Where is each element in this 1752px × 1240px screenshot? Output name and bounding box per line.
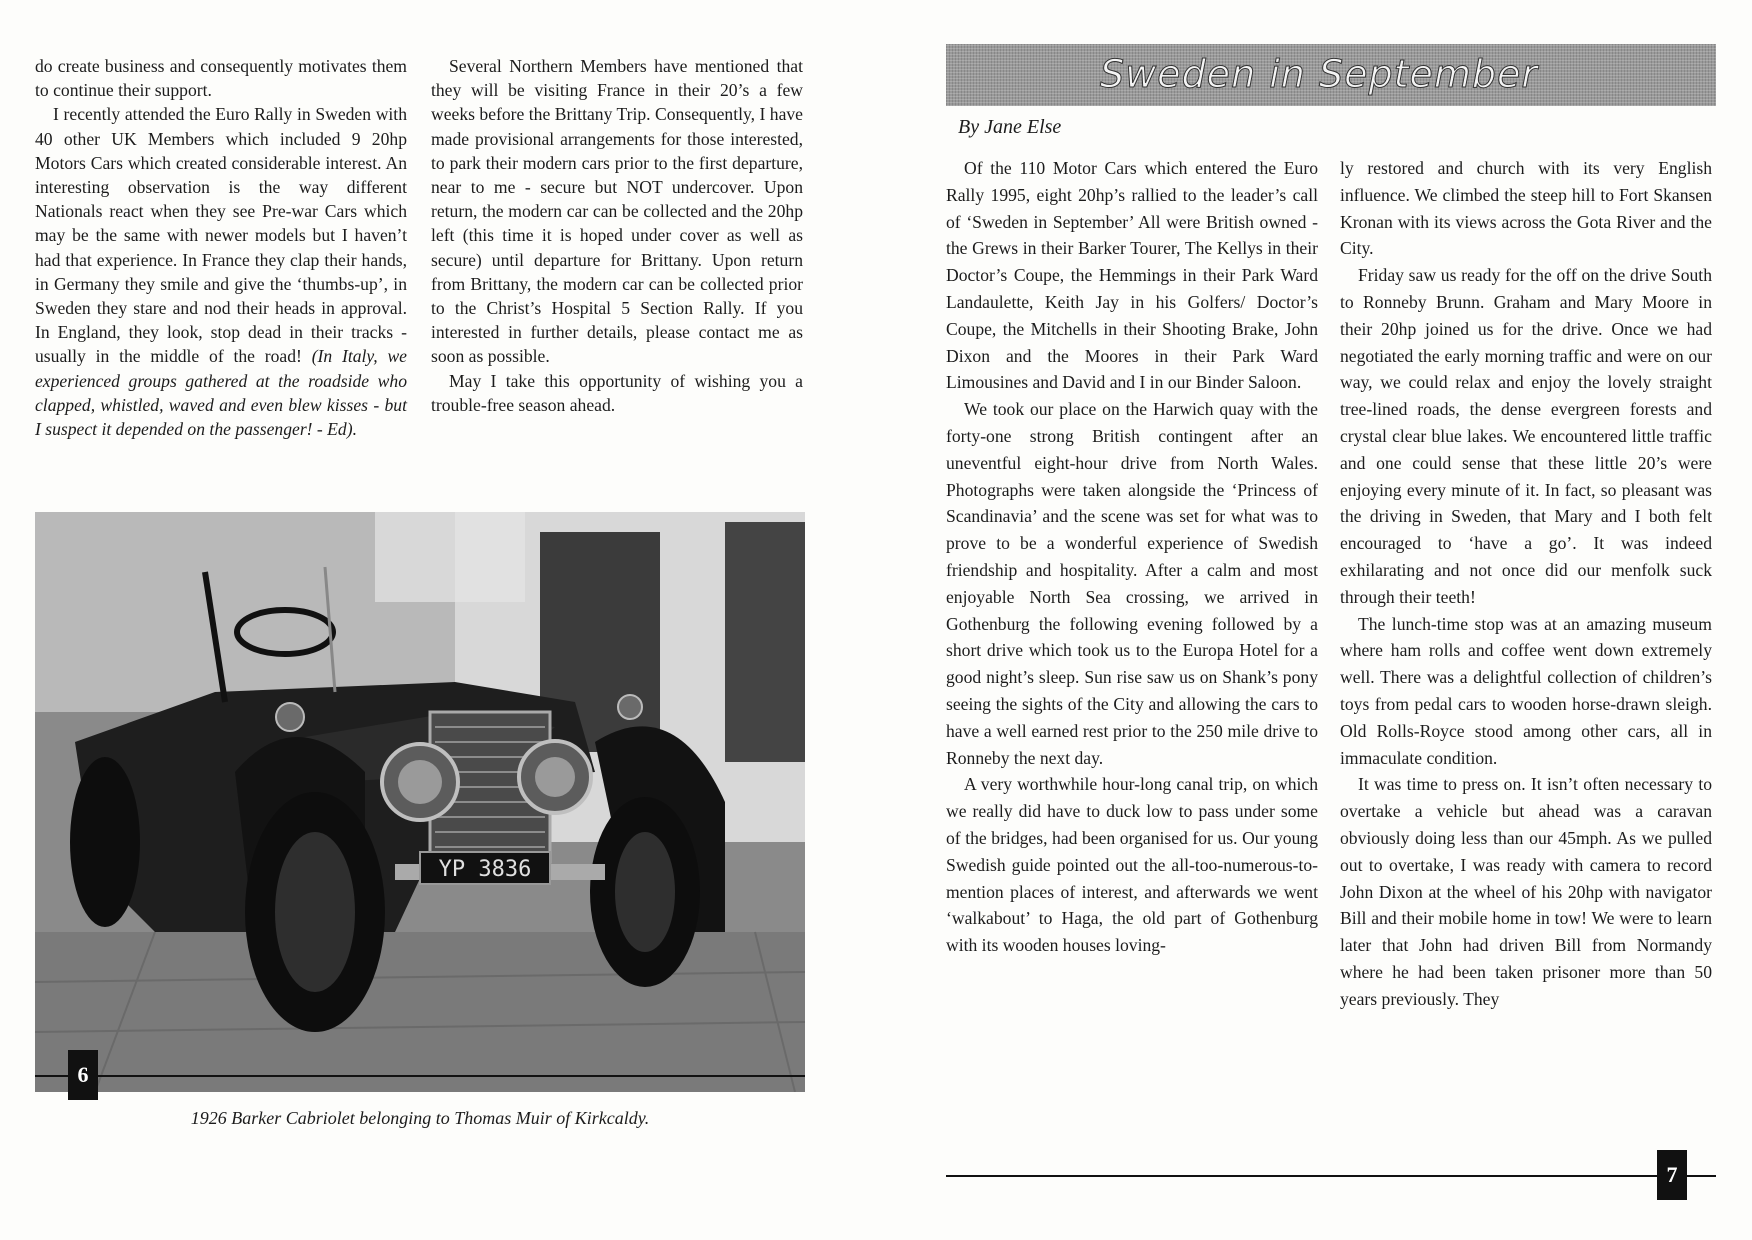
footer-rule	[946, 1175, 1716, 1177]
car-photograph	[35, 512, 805, 1092]
paragraph: Of the 110 Motor Cars which entered the Euro Rally 1995, eight 20hp’s rallied to the leader’s call of ‘Sweden in September’ All were British owned - the Grews in their Barker Tourer, The Kellys in their Doctor’s Coupe, the Hemmings in their Park Ward Landaulette, Keith Jay in his Golfers/ Doctor’s Coupe, the Mitchells in their Shooting Brake, John Dixon and the Moores in their Park Ward Limousines and David and I in our Binder Saloon.	[946, 158, 1318, 393]
paragraph: We took our place on the Harwich quay with the forty-one strong British contingent after an uneventful eight-hour drive from North Wales. Photographs were taken alongside the ‘Princess of Scandinavia’ and the scene was set for what was to prove to be a wonderful experience of Swedish friendship and hospitality. After a calm and most enjoyable North Sea crossing, we arrived in Gothenburg the following evening followed by a short drive which took us to the Europa Hotel for a good night’s sleep. Sun rise saw us on Shank’s pony seeing the sights of the City and allowing the cars to have a well earned rest prior to the 250 mile drive to Ronneby the next day.	[946, 399, 1318, 768]
paragraph: It was time to press on. It isn’t often necessary to overtake a vehicle but ahead was a caravan obviously doing less than our 45mph. As we pulled out to overtake, I was ready with camera to record John Dixon at the wheel of his 20hp with navigator Bill and their mobile home in tow! We were to learn later that John had driven Bill from Normandy where he had been taken prisoner more than 50 years previously. They	[1340, 774, 1712, 1009]
car-illustration	[35, 512, 805, 1092]
page-number-box	[68, 1050, 98, 1100]
paragraph: The lunch-time stop was at an amazing museum where ham rolls and coffee went down extremely well. There was a delightful collection of children’s toys from pedal cars to wooden horse-drawn sleigh. Old Rolls-Royce stood among other cars, all in immaculate condition.	[1340, 613, 1712, 768]
page-number: 7	[1666, 1162, 1678, 1187]
paragraph: Several Northern Members have mentioned that they will be visiting France in their 20’s a few weeks before the Brittany Trip. Consequently, I have made provisional arrangements for those interested, to park their modern cars prior to the first departure, near to me - secure but NOT undercover. Upon return, the modern car can be collected and the 20hp left (this time it is hoped under cover as well as secure) until departure for Brittany. Upon return from Brittany, the modern car can be collected prior to the Christ’s Hospital 5 Section Rally. If you interested in further details, please contact me as soon as possible.	[431, 56, 803, 367]
footer-rule	[35, 1075, 805, 1077]
paragraph: do create business and consequently motivates them to continue their support.	[35, 56, 407, 101]
left-column-1	[35, 54, 407, 441]
paragraph: May I take this opportunity of wishing you a trouble-free season ahead.	[431, 370, 803, 415]
paragraph: ly restored and church with its very English influence. We climbed the steep hill to Fort Skansen Kronan with its views across the Gota River and the City.	[1340, 158, 1712, 259]
byline: By Jane Else	[958, 116, 1062, 138]
paragraph	[35, 102, 407, 441]
article-title: Sweden in September	[1099, 52, 1538, 96]
right-column-1	[946, 155, 1318, 959]
paragraph: A very worthwhile hour-long canal trip, on which we really did have to duck low to pass under some of the bridges, had been organised for us. Our young Swedish guide pointed out the all-too-numerous-to-mention places of interest, and afterwards we went ‘walkabout’ to Haga, the old part of Gothenburg with its wooden houses loving-	[946, 774, 1318, 956]
paragraph: Friday saw us ready for the off on the drive South to Ronneby Brunn. Graham and Mary Moore in their 20hp joined us for the drive. Once we had negotiated the early morning traffic and were on our way, we could relax and enjoy the lovely straight tree-lined roads, the dense evergreen forests and crystal clear blue lakes. We encountered little traffic and one could sense that these little 20’s were enjoying every minute of it. In fact, so pleasant was the driving in Sweden, that Mary and I both felt encouraged to ‘have a go’. It was indeed exhilarating and not once did our menfolk suck through their teeth!	[1340, 265, 1712, 607]
page-number-box	[1657, 1150, 1687, 1200]
paragraph-text: I recently attended the Euro Rally in Sweden with 40 other UK Members which included 9 20hp Motors Cars which created considerable interest. An interesting observation is the way different Nationals react when they see Pre-war Cars which may be the same with newer models but I haven’t had that experience. In France they clap their hands, in Germany they smile and give the ‘thumbs-up’, in Sweden they stare and nod their heads in approval. In England, they look, stop dead in their tracks - usually in the middle of the road!	[35, 104, 407, 367]
left-column-2	[431, 54, 803, 417]
number-plate: YP 3836	[438, 857, 532, 882]
editor-note: (In Italy, we experienced groups gathered at the roadside who clapped, whistled, waved and even blew kisses - but I suspect it depended on the passenger! - Ed).	[35, 346, 407, 440]
article-title-banner	[946, 44, 1716, 106]
right-column-2	[1340, 155, 1712, 1013]
right-page	[876, 0, 1752, 1240]
photo-caption: 1926 Barker Cabriolet belonging to Thomas Muir of Kirkcaldy.	[190, 1108, 650, 1128]
page-number: 6	[77, 1062, 89, 1087]
